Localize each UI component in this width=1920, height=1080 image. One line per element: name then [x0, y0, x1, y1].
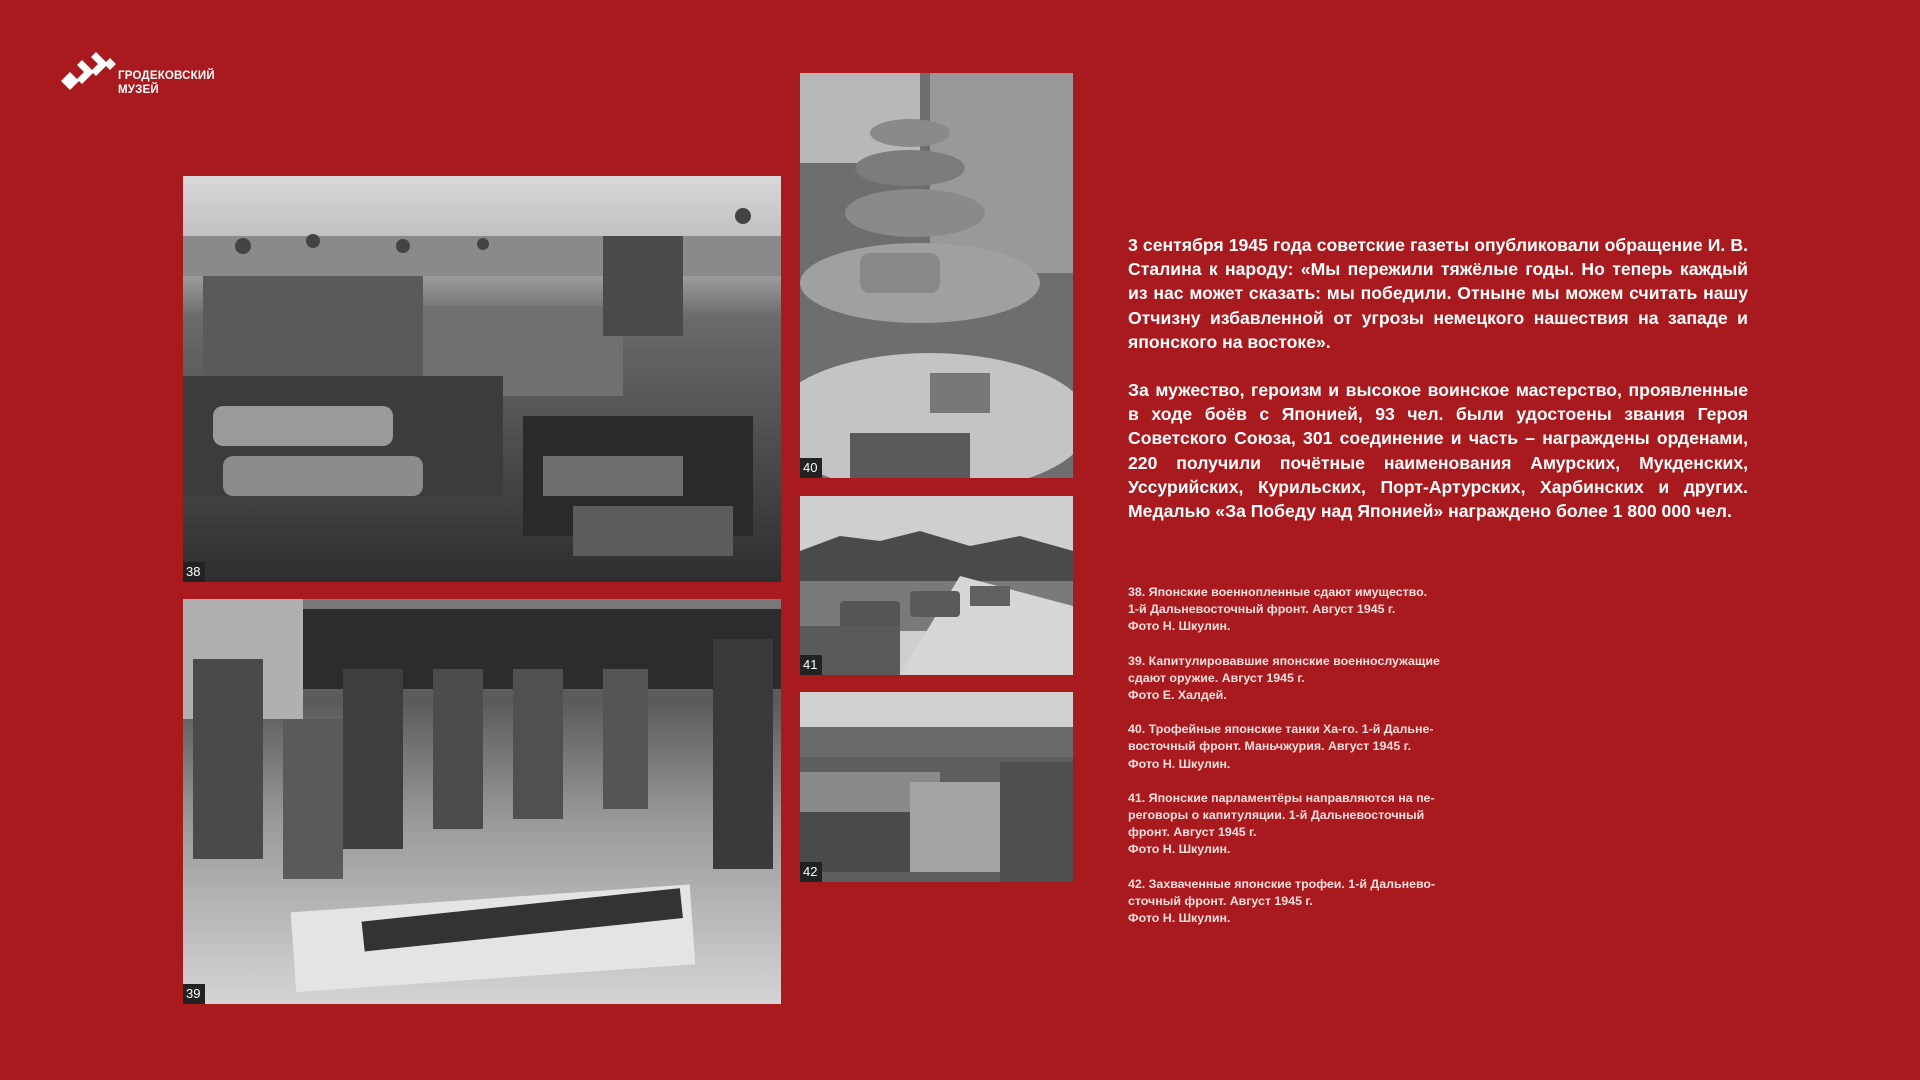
caption-line: Фото Н. Шкулин. [1128, 619, 1231, 634]
photo-39-image [183, 599, 781, 1004]
caption-line: восточный фронт. Маньчжурия. Август 1945 г. [1128, 739, 1412, 754]
caption-line: 42. Захваченные японские трофеи. 1-й Дальнево- [1128, 876, 1436, 891]
photo-40-image [800, 73, 1073, 478]
photo-38 [183, 176, 781, 582]
caption-line: 39. Капитулировавшие японские военнослужащие [1128, 653, 1440, 668]
photo-number-41: 41 [800, 655, 822, 675]
caption-line: реговоры о капитуляции. 1-й Дальневосточный [1128, 808, 1425, 823]
photo-number-40: 40 [800, 458, 822, 478]
caption-line: сточный фронт. Август 1945 г. [1128, 893, 1313, 908]
photo-number-38: 38 [183, 562, 205, 582]
photo-42-image [800, 692, 1073, 882]
caption-38 [1128, 584, 1508, 636]
photo-number-39: 39 [183, 984, 205, 1004]
photo-38-image [183, 176, 781, 582]
caption-line: 1-й Дальневосточный фронт. Август 1945 г. [1128, 602, 1396, 617]
photo-41-image [800, 496, 1073, 675]
caption-line: 41. Японские парламентёры направляются на пе- [1128, 790, 1435, 805]
caption-line: Фото Н. Шкулин. [1128, 756, 1231, 771]
caption-line: Фото Н. Шкулин. [1128, 842, 1231, 857]
caption-line: фронт. Август 1945 г. [1128, 825, 1257, 840]
photo-39 [183, 599, 781, 1004]
photo-captions [1128, 584, 1508, 944]
museum-logo[interactable] [58, 50, 238, 102]
logo-subtitle: МУЗЕЙ [118, 84, 159, 96]
photo-42 [800, 692, 1073, 882]
photo-number-42: 42 [800, 862, 822, 882]
caption-line: Фото Н. Шкулин. [1128, 911, 1231, 926]
main-paragraph-1: 3 сентября 1945 года советские газеты опубликовали обращение И. В. Сталина к народу: «Мы пережили тяжёлые годы. Но теперь каждый из нас может сказать: мы победили. Отныне мы можем считать нашу Отчизну избавленной от угрозы немецкого нашествия на западе и японского на востоке». [1128, 235, 1748, 352]
caption-41 [1128, 790, 1508, 859]
photo-40 [800, 73, 1073, 478]
logo-title: ГРОДЕКОВСКИЙ [118, 70, 215, 82]
caption-line: сдают оружие. Август 1945 г. [1128, 670, 1305, 685]
caption-39 [1128, 653, 1508, 705]
caption-42 [1128, 876, 1508, 928]
caption-40 [1128, 721, 1508, 773]
caption-line: 38. Японские военнопленные сдают имущество. [1128, 585, 1428, 599]
main-text [1128, 233, 1748, 547]
caption-line: 40. Трофейные японские танки Ха-го. 1-й Дальне- [1128, 722, 1434, 737]
photo-41 [800, 496, 1073, 675]
main-paragraph-2: За мужество, героизм и высокое воинское мастерство, проявленные в ходе боёв с Японией, 93 чел. были удостоены звания Героя Советского Союза, 301 соединение и часть – награждены орденами, 220 получили почётные наименования Амурских, Мукденских, Уссурийских, Курильских, Порт-Артурских, Харбинских и других. Медалью «За Победу над Японией» награждено более 1 800 000 чел. [1128, 380, 1748, 522]
museum-logo-mark-icon [58, 50, 118, 94]
caption-line: Фото Е. Халдей. [1128, 688, 1227, 703]
